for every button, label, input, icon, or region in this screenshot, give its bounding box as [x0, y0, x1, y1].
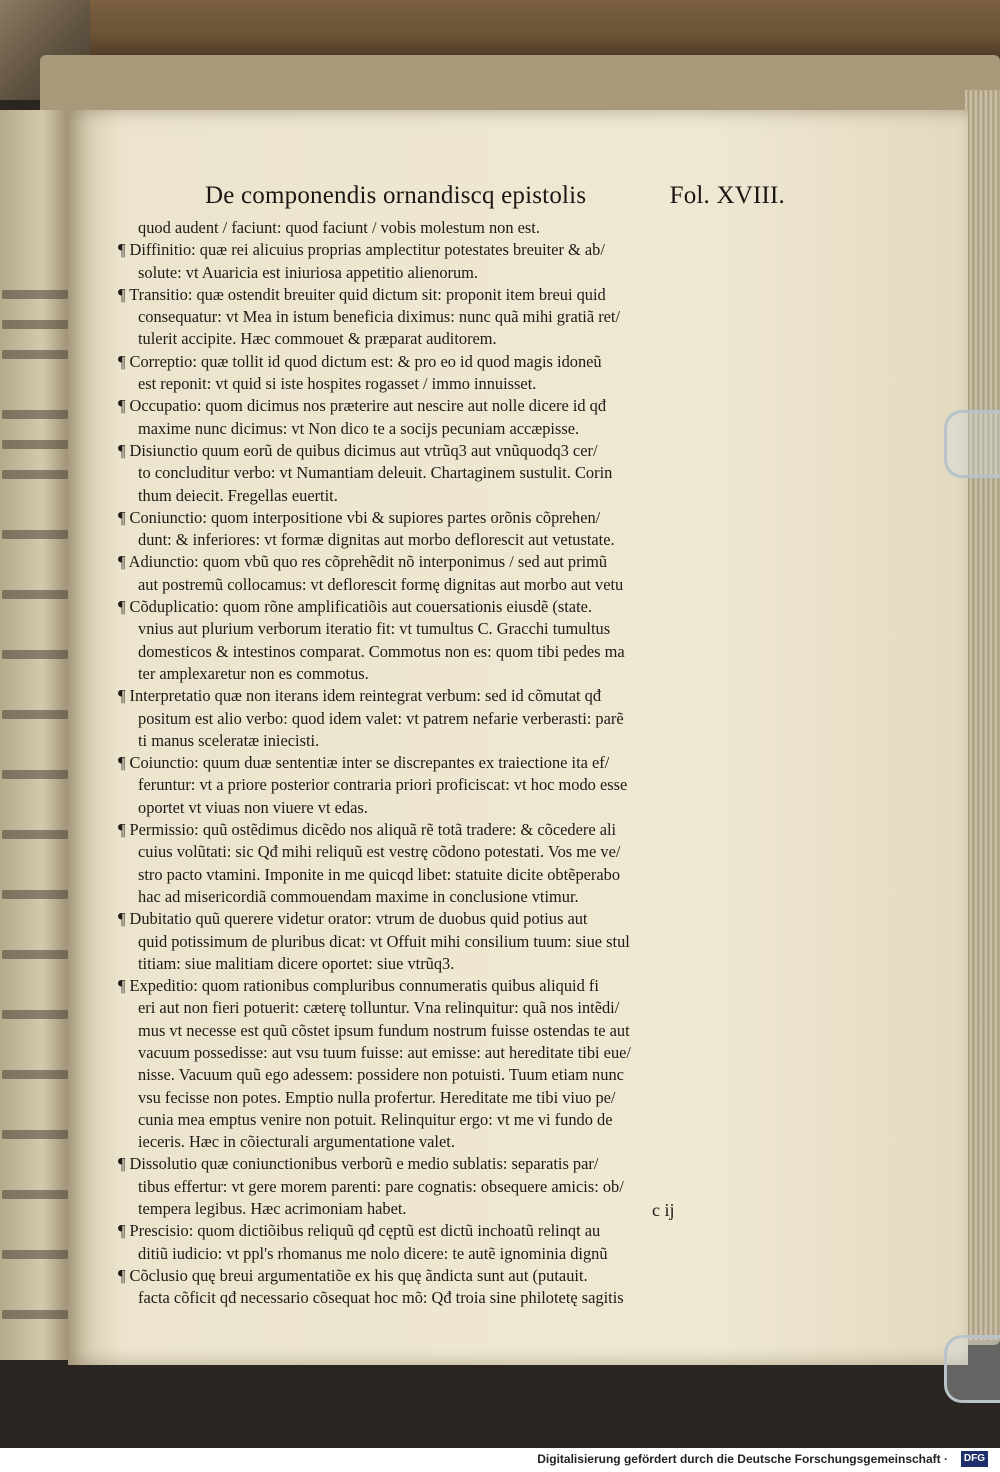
page-clip-top: [944, 410, 1000, 478]
text-line: ieceris. Hæc in cõiecturali argumentatione valet.: [138, 1132, 455, 1152]
text-line: cunia mea emptus venire non potuit. Relinquitur ergo: vt me vi fundo de: [138, 1109, 613, 1129]
text-line: domesticos & intestinos comparat. Commotus non es: quom tibi pedes ma: [138, 641, 625, 661]
text-block: [118, 217, 770, 1310]
page-edge-stack: [965, 90, 1000, 1340]
dfg-logo: DFG: [961, 1451, 988, 1467]
text-line: quid potissimum de pluribus dicat: vt Offuit mihi consilium tuum: siue stul: [138, 931, 630, 951]
text-line: ¶ Correptio: quæ tollit id quod dictum est: & pro eo id quod magis idoneũ: [118, 351, 602, 371]
text-line: ¶ Prescisio: quom dictiõibus reliquũ qđ cęptũ est dictũ inchoatũ relinqt au: [118, 1221, 601, 1241]
text-line: ¶ Permissio: quũ ostẽdimus dicẽdo nos aliquã rẽ totã tradere: & cõcedere ali: [118, 820, 617, 840]
text-line: ter amplexaretur non es commotus.: [138, 663, 369, 683]
text-line: tempera legibus. Hæc acrimoniam habet.: [138, 1199, 407, 1219]
text-line: cuius volũtati: sic Qđ mihi reliquũ est vestrę cõdono potestati. Vos me ve/: [138, 842, 621, 862]
text-line: quod audent / faciunt: quod faciunt / vobis molestum non est.: [138, 218, 540, 237]
text-line: mus vt necesse est quũ cõstet ipsum fundum nostrum fuisse ostendas te aut: [138, 1020, 630, 1040]
text-line: aut postremũ collocamus: vt deflorescit formę dignitas aut morbo aut vetu: [138, 574, 624, 594]
book-cover-edge: [90, 0, 1000, 60]
text-line: ¶ Diffinitio: quæ rei alicuius proprias amplectitur potestates breuiter & ab/: [118, 240, 605, 260]
text-line: consequatur: vt Mea in istum beneficia diximus: nunc quã mihi gratiã ret/: [138, 307, 621, 327]
folio-number: Fol. XVIII.: [669, 182, 785, 209]
running-head: [205, 182, 785, 210]
text-line: ¶ Expeditio: quom rationibus compluribus connumeratis quibus aliquid fi: [118, 976, 599, 996]
text-line: ¶ Cõclusio quę breui argumentatiõe ex his quę ãndicta sunt aut (putauit.: [118, 1265, 588, 1285]
text-line: vsu fecisse non potes. Emptio nulla profertur. Hereditate me tibi viuo pe/: [138, 1087, 616, 1107]
text-line: maxime nunc dicimus: vt Non dico te a socijs pecuniam accæpisse.: [138, 418, 580, 438]
running-title: De componendis ornandiscq epistolis: [205, 182, 587, 209]
text-line: ti manus sceleratæ iniecisti.: [138, 730, 320, 750]
text-line: ¶ Coniunctio: quom interpositione vbi & supiores partes orõnis cõprehen/: [118, 507, 601, 527]
text-line: titiam: siue malitiam dicere oportet: siue vtrũq3.: [138, 953, 455, 973]
text-line: vnius aut plurium verborum iteratio fit: vt tumultus C. Gracchi tumultus: [138, 619, 611, 639]
text-line: ¶ Adiunctio: quom vbũ quo res cõprehẽdit nõ interponimus / sed aut primũ: [118, 552, 608, 572]
text-line: solute: vt Auaricia est iniuriosa appetitio alienorum.: [138, 262, 479, 282]
text-line: nisse. Vacuum quũ ego adessem: possidere non potuisti. Tuum etiam nunc: [138, 1065, 624, 1085]
text-line: ¶ Occupatio: quom dicimus nos præterire aut nescire aut nolle dicere id qđ: [118, 396, 607, 416]
text-line: ¶ Cõduplicatio: quom rõne amplificatiõis aut couersationis eiusdẽ (state.: [118, 597, 592, 617]
text-line: eri aut non fieri potuerit: cæterę tolluntur. Vna relinquitur: quã nos intẽdi/: [138, 998, 620, 1018]
text-line: to concluditur verbo: vt Numantiam deleuit. Chartaginem sustulit. Corin: [138, 463, 613, 483]
text-line: vacuum possedisse: aut vsu tuum fuisse: aut emisse: aut hereditate tibi eue/: [138, 1042, 631, 1062]
text-line: ¶ Transitio: quæ ostendit breuiter quid dictum sit: proponit item breui quid: [118, 284, 606, 304]
page-clip-bottom: [944, 1335, 1000, 1403]
text-line: ¶ Interpretatio quæ non iterans idem reintegrat verbum: sed id cõmutat qđ: [118, 686, 602, 706]
footer-bar: [0, 1448, 1000, 1472]
funding-credit: Digitalisierung gefördert durch die Deutsche Forschungsgemeinschaft ·: [537, 1452, 948, 1466]
text-line: est reponit: vt quid si iste hospites rogasset / immo innuisset.: [138, 374, 537, 394]
text-line: ¶ Dissolutio quæ coniunctionibus verborũ e medio sublatis: separatis par/: [118, 1154, 599, 1174]
signature-mark: c ij: [652, 1200, 675, 1220]
text-line: dunt: & inferiores: vt formæ dignitas aut morbo deflorescit aut vetustate.: [138, 530, 615, 550]
text-line: ¶ Dubitatio quũ querere videtur orator: vtrum de duobus quid potius aut: [118, 909, 588, 929]
text-line: oportet vt viuas non viuere vt edas.: [138, 797, 368, 817]
text-line: tibus effertur: vt gere morem parenti: pare cognatis: obsequere amicis: ob/: [138, 1176, 624, 1196]
text-line: ¶ Disiunctio quum eorũ de quibus dicimus aut vtrũq3 aut vnũquodq3 cer/: [118, 440, 598, 460]
text-line: hac ad misericordiã commouendam maxime in conclusione vtimur.: [138, 886, 579, 906]
text-line: tulerit accipite. Hæc commouet & præparat auditorem.: [138, 329, 497, 349]
text-line: positum est alio verbo: quod idem valet: vt patrem nefarie verberasti: parẽ: [138, 708, 624, 728]
facing-page-edge: [0, 110, 70, 1360]
text-line: ¶ Coiunctio: quum duæ sententiæ inter se discrepantes ex traiectione ita ef/: [118, 753, 610, 773]
text-line: facta cõficit qđ necessario cõsequat hoc mõ: Qđ troia sine philotetę sagitis: [138, 1288, 624, 1308]
text-line: feruntur: vt a priore posterior contraria priori proficiscat: vt hoc modo esse: [138, 775, 628, 795]
text-line: stro pacto vtamini. Imponite in me quicqd libet: statuite dicite obtẽperabo: [138, 864, 621, 884]
text-line: ditiũ iudicio: vt ppl's rhomanus me nolo dicere: te autẽ ignominia dignũ: [138, 1243, 608, 1263]
text-line: thum deiecit. Fregellas euertit.: [138, 485, 338, 505]
